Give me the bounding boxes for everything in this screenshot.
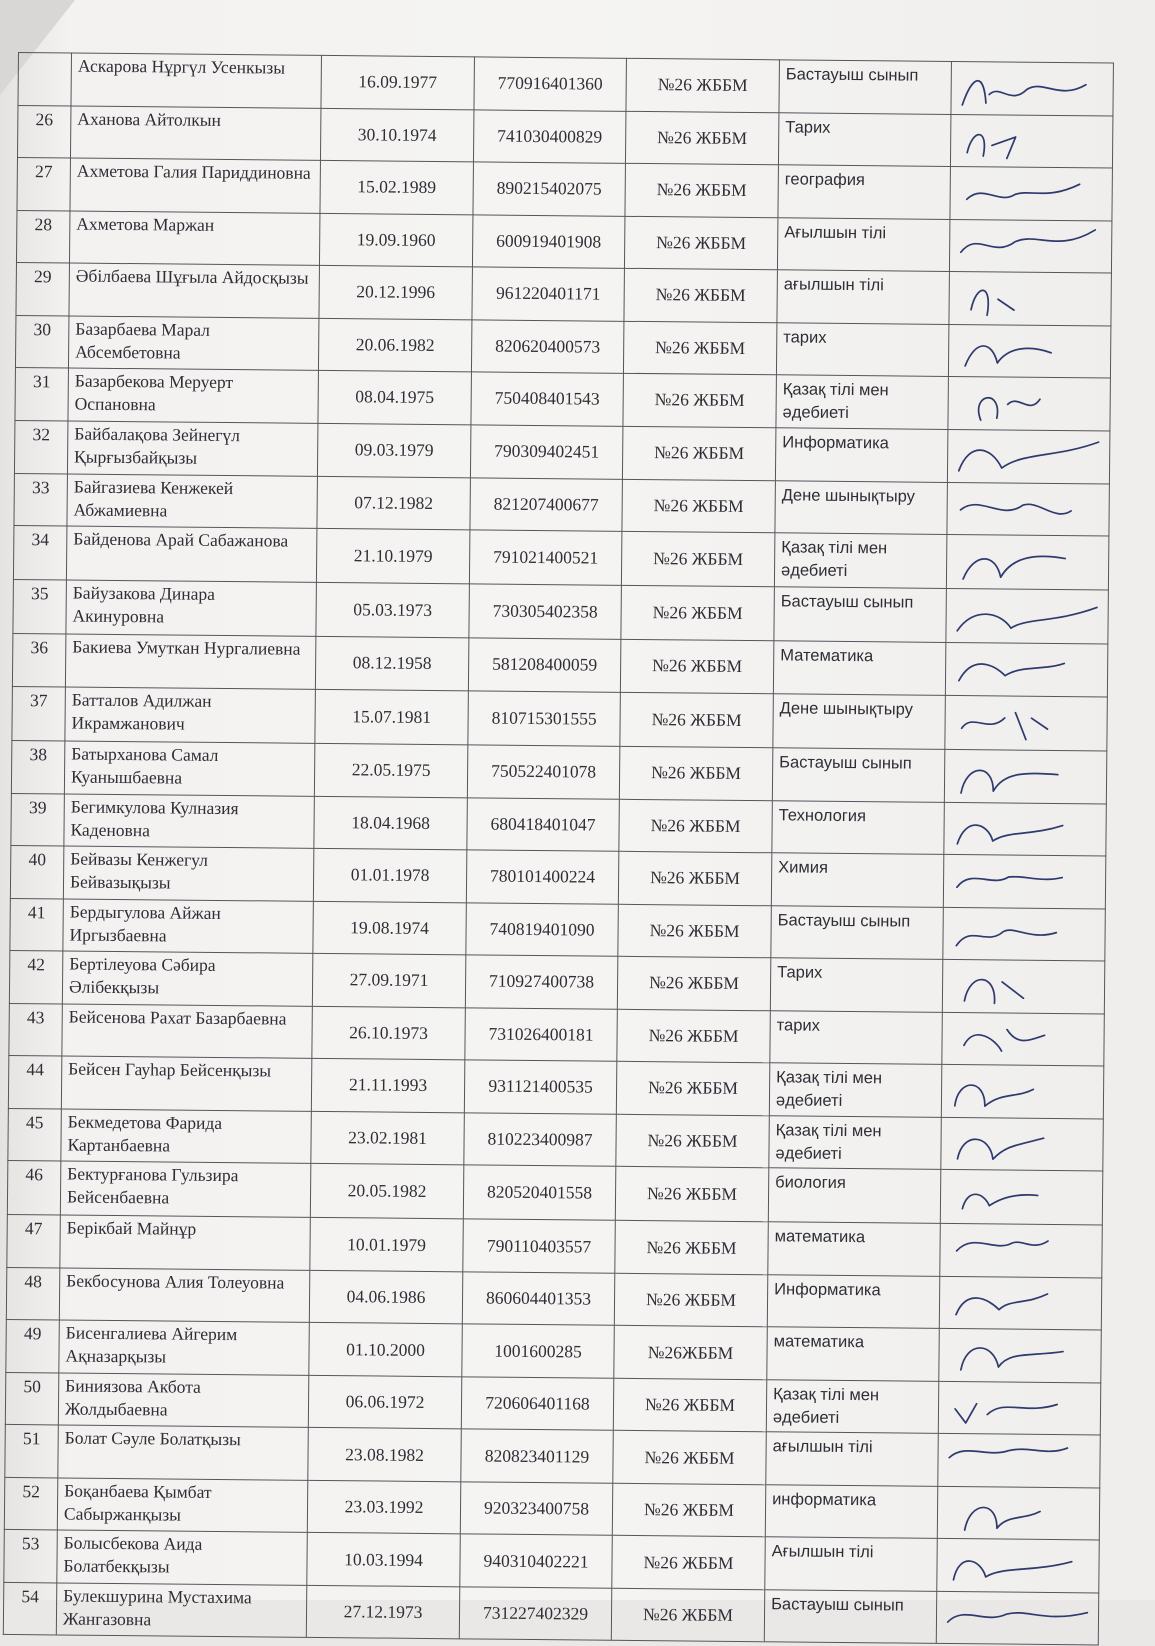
subject-name: Қазақ тілі мен әдебиеті bbox=[776, 375, 948, 429]
birth-date: 01.10.2000 bbox=[309, 1323, 462, 1377]
row-number: 39 bbox=[11, 793, 65, 846]
handwritten-signature bbox=[947, 483, 1108, 536]
birth-date: 21.11.1993 bbox=[311, 1059, 464, 1113]
handwritten-signature bbox=[938, 1434, 1099, 1487]
iin-number: 680418401047 bbox=[467, 797, 619, 851]
handwritten-signature bbox=[943, 908, 1104, 961]
birth-date: 04.06.1986 bbox=[309, 1270, 462, 1324]
signature-cell bbox=[941, 1117, 1103, 1171]
subject-name: Тарих bbox=[770, 958, 942, 1012]
row-number: 47 bbox=[7, 1215, 61, 1268]
school-name: №26 ЖББМ bbox=[625, 111, 778, 165]
signature-cell bbox=[936, 1591, 1098, 1645]
iin-number: 710927400738 bbox=[465, 955, 617, 1009]
signature-cell bbox=[938, 1381, 1100, 1435]
row-number: 48 bbox=[6, 1267, 60, 1320]
signature-cell bbox=[942, 1012, 1104, 1066]
handwritten-signature bbox=[947, 536, 1108, 589]
birth-date: 05.03.1973 bbox=[316, 583, 470, 638]
teacher-name: Бекмедетова Фарида Картанбаевна bbox=[61, 1109, 311, 1164]
iin-number: 740819401090 bbox=[466, 903, 618, 957]
birth-date: 30.10.1974 bbox=[320, 108, 473, 162]
birth-date: 19.09.1960 bbox=[319, 213, 472, 267]
signature-cell bbox=[946, 535, 1109, 591]
handwritten-signature bbox=[948, 430, 1109, 483]
handwritten-signature bbox=[941, 1118, 1102, 1171]
row-number: 33 bbox=[14, 473, 68, 526]
handwritten-signature bbox=[946, 590, 1107, 643]
subject-name: Информатика bbox=[775, 427, 948, 482]
teacher-name: Бейсенова Рахат Базарбаевна bbox=[62, 1004, 312, 1059]
row-number: 36 bbox=[12, 634, 66, 687]
subject-name: Ағылшын тілі bbox=[777, 217, 949, 271]
school-name: №26 ЖББМ bbox=[611, 1588, 764, 1642]
row-number: 44 bbox=[8, 1056, 62, 1109]
teacher-name: Аскарова Нұргүл Усенкызы bbox=[71, 53, 321, 108]
birth-date: 23.03.1992 bbox=[307, 1480, 460, 1534]
teacher-name: Берікбай Майнұр bbox=[60, 1215, 310, 1270]
iin-number: 600919401908 bbox=[472, 214, 624, 268]
table-row bbox=[3, 1582, 1098, 1645]
birth-date: 09.03.1979 bbox=[317, 423, 471, 477]
school-name: №26 ЖББМ bbox=[616, 1062, 769, 1116]
birth-date: 21.10.1979 bbox=[316, 529, 470, 584]
birth-date: 06.06.1972 bbox=[308, 1375, 461, 1429]
iin-number: 810223400987 bbox=[464, 1113, 616, 1167]
school-name: №26 ЖББМ bbox=[612, 1536, 765, 1590]
iin-number: 820823401129 bbox=[461, 1429, 613, 1483]
iin-number: 890215402075 bbox=[473, 162, 625, 216]
school-name: №26 ЖББМ bbox=[621, 585, 775, 640]
row-number: 54 bbox=[3, 1582, 57, 1635]
signature-cell bbox=[943, 907, 1105, 961]
subject-name: ағылшын тілі bbox=[777, 270, 949, 324]
staff-table-body bbox=[3, 53, 1113, 1646]
signature-cell bbox=[937, 1486, 1099, 1540]
row-number: 35 bbox=[13, 580, 67, 635]
school-name: №26 ЖББМ bbox=[622, 426, 776, 480]
subject-name: тарих bbox=[776, 322, 948, 376]
subject-name: Қазақ тілі мен әдебиеті bbox=[769, 1063, 941, 1117]
signature-cell bbox=[942, 960, 1104, 1014]
row-number: 46 bbox=[7, 1161, 61, 1216]
teacher-name: Болысбекова Аида Болатбекқызы bbox=[57, 1530, 307, 1585]
subject-name: Бастауыш сынып bbox=[771, 905, 943, 959]
subject-name: география bbox=[778, 165, 950, 219]
school-name: №26 ЖББМ bbox=[615, 1167, 769, 1222]
subject-name: Математика bbox=[773, 641, 945, 695]
handwritten-signature bbox=[942, 1065, 1103, 1118]
row-number: 53 bbox=[4, 1530, 58, 1583]
birth-date: 16.09.1977 bbox=[321, 55, 474, 109]
iin-number: 920323400758 bbox=[460, 1482, 612, 1536]
iin-number: 770916401360 bbox=[474, 57, 626, 111]
handwritten-signature bbox=[937, 1539, 1098, 1592]
teacher-name: Базарбекова Меруерт Оспановна bbox=[68, 368, 318, 423]
handwritten-signature bbox=[950, 167, 1111, 220]
row-number: 27 bbox=[17, 158, 71, 211]
handwritten-signature bbox=[945, 750, 1106, 803]
subject-name: математика bbox=[767, 1327, 939, 1381]
school-name: №26 ЖББМ bbox=[620, 639, 773, 693]
birth-date: 08.04.1975 bbox=[318, 370, 471, 424]
school-name: №26 ЖББМ bbox=[618, 904, 771, 958]
school-name: №26 ЖББМ bbox=[613, 1378, 766, 1432]
teacher-name: Бертілеуова Сәбира Әлібекқызы bbox=[62, 951, 312, 1006]
signature-cell bbox=[940, 1170, 1103, 1226]
row-number: 50 bbox=[5, 1372, 59, 1425]
school-name: №26 ЖББМ bbox=[614, 1273, 767, 1327]
row-number: 38 bbox=[11, 740, 65, 794]
staff-table bbox=[3, 52, 1114, 1646]
birth-date: 20.06.1982 bbox=[318, 318, 471, 372]
signature-cell bbox=[939, 1329, 1101, 1383]
iin-number: 1001600285 bbox=[462, 1324, 614, 1378]
handwritten-signature bbox=[940, 1224, 1101, 1277]
subject-name: тарих bbox=[770, 1010, 942, 1064]
signature-cell bbox=[938, 1434, 1100, 1488]
teacher-name: Бейвазы Кенжегул Бейвазықызы bbox=[63, 846, 313, 901]
birth-date: 15.07.1981 bbox=[315, 689, 469, 744]
subject-name: Тарих bbox=[778, 112, 950, 166]
iin-number: 750522401078 bbox=[467, 744, 620, 798]
row-number: 26 bbox=[17, 105, 71, 158]
signature-cell bbox=[945, 643, 1107, 697]
school-name: №26 ЖББМ bbox=[623, 321, 776, 375]
signature-cell bbox=[941, 1065, 1103, 1119]
handwritten-signature bbox=[938, 1487, 1099, 1540]
birth-date: 23.08.1982 bbox=[308, 1428, 461, 1482]
subject-name: Бастауыш сынып bbox=[774, 587, 947, 643]
signature-cell bbox=[940, 1224, 1102, 1278]
handwritten-signature bbox=[950, 220, 1111, 273]
school-name: №26 ЖББМ bbox=[613, 1431, 766, 1485]
handwritten-signature bbox=[949, 272, 1110, 325]
signature-cell bbox=[948, 324, 1110, 378]
row-number: 32 bbox=[14, 420, 68, 474]
row-number: 51 bbox=[5, 1425, 59, 1478]
handwritten-signature bbox=[944, 855, 1105, 908]
school-name: №26 ЖББМ bbox=[623, 373, 776, 427]
teacher-name: Бегимкулова Кулназия Каденовна bbox=[64, 794, 314, 849]
teacher-name: Бектурғанова Гульзира Бейсенбаевна bbox=[60, 1161, 311, 1217]
row-number: 37 bbox=[12, 686, 66, 741]
teacher-name: Ахметова Галия Париддиновна bbox=[70, 158, 320, 213]
signature-cell bbox=[944, 802, 1106, 856]
school-name: №26 ЖББМ bbox=[616, 1114, 769, 1168]
handwritten-signature bbox=[946, 643, 1107, 696]
signature-cell bbox=[945, 695, 1108, 751]
teacher-name: Аханова Айтолкын bbox=[70, 106, 320, 161]
teacher-name: Батырханова Самал Куанышбаевна bbox=[64, 741, 314, 796]
teacher-name: Базарбаева Марал Абсембетовна bbox=[68, 316, 318, 371]
handwritten-signature bbox=[949, 325, 1110, 378]
handwritten-signature bbox=[945, 696, 1106, 749]
subject-name: ағылшын тілі bbox=[766, 1432, 938, 1486]
teacher-name: Байбалақова Зейнегүл Қырғызбайқызы bbox=[67, 421, 317, 476]
iin-number: 790110403557 bbox=[463, 1219, 615, 1273]
signature-cell bbox=[951, 61, 1113, 115]
birth-date: 27.09.1971 bbox=[312, 954, 465, 1008]
teacher-name: Батталов Адилжан Икрамжанович bbox=[65, 687, 316, 743]
birth-date: 23.02.1981 bbox=[311, 1111, 464, 1165]
row-number: 52 bbox=[4, 1477, 58, 1530]
teacher-name: Бердыгулова Айжан Иргызбаевна bbox=[63, 899, 313, 954]
handwritten-signature bbox=[939, 1329, 1100, 1382]
birth-date: 08.12.1958 bbox=[315, 637, 468, 691]
iin-number: 730305402358 bbox=[469, 584, 622, 639]
iin-number: 750408401543 bbox=[471, 372, 623, 426]
iin-number: 860604401353 bbox=[462, 1272, 614, 1326]
row-number: 31 bbox=[15, 368, 69, 421]
subject-name: Қазақ тілі мен әдебиеті bbox=[766, 1380, 938, 1434]
birth-date: 07.12.1982 bbox=[317, 476, 470, 530]
subject-name: Химия bbox=[771, 853, 943, 907]
handwritten-signature bbox=[940, 1277, 1101, 1330]
subject-name: биология bbox=[768, 1168, 941, 1224]
school-name: №26 ЖББМ bbox=[624, 268, 777, 322]
row-number: 28 bbox=[16, 210, 70, 263]
teacher-name: Ахметова Маржан bbox=[69, 211, 319, 266]
row-number: 45 bbox=[8, 1108, 62, 1161]
birth-date: 20.05.1982 bbox=[310, 1164, 464, 1219]
teacher-name: Биниязова Акбота Жолдыбаевна bbox=[58, 1373, 308, 1428]
handwritten-signature bbox=[941, 1171, 1102, 1224]
signature-cell bbox=[949, 219, 1111, 273]
school-name: №26 ЖББМ bbox=[615, 1221, 768, 1275]
iin-number: 940310402221 bbox=[460, 1534, 612, 1588]
school-name: №26 ЖББМ bbox=[620, 692, 774, 747]
subject-name: Бастауыш сынып bbox=[764, 1590, 936, 1644]
iin-number: 820520401558 bbox=[463, 1165, 616, 1220]
signature-cell bbox=[943, 855, 1105, 909]
row-number bbox=[18, 53, 72, 106]
teacher-name: Әбілбаева Шұғыла Айдосқызы bbox=[69, 263, 319, 318]
handwritten-signature bbox=[944, 803, 1105, 856]
row-number: 41 bbox=[10, 898, 64, 951]
school-name: №26 ЖББМ bbox=[617, 1009, 770, 1063]
subject-name: Дене шынықтыру bbox=[773, 693, 946, 749]
school-name: №26 ЖББМ bbox=[619, 799, 772, 853]
signature-cell bbox=[948, 377, 1110, 431]
row-number: 29 bbox=[16, 263, 70, 316]
teacher-name: Бакиева Умуткан Нургалиевна bbox=[65, 634, 315, 689]
iin-number: 731026400181 bbox=[465, 1008, 617, 1062]
row-number: 40 bbox=[10, 846, 64, 899]
handwritten-signature bbox=[951, 62, 1112, 115]
subject-name: математика bbox=[768, 1222, 940, 1276]
signature-cell bbox=[939, 1276, 1101, 1330]
subject-name: Технология bbox=[772, 800, 944, 854]
subject-name: Бастауыш сынып bbox=[772, 747, 945, 802]
subject-name: Информатика bbox=[767, 1275, 939, 1329]
birth-date: 20.12.1996 bbox=[319, 265, 472, 319]
birth-date: 10.03.1994 bbox=[307, 1533, 460, 1587]
handwritten-signature bbox=[943, 960, 1104, 1013]
signature-cell bbox=[946, 589, 1109, 645]
iin-number: 961220401171 bbox=[472, 267, 624, 321]
row-number: 42 bbox=[9, 951, 63, 1004]
subject-name: Дене шынықтыру bbox=[775, 480, 947, 534]
signature-cell bbox=[947, 482, 1109, 536]
row-number: 49 bbox=[6, 1320, 60, 1373]
teacher-name: Байгазиева Кенжекей Абжамиевна bbox=[67, 474, 317, 529]
handwritten-signature bbox=[951, 114, 1112, 167]
school-name: №26 ЖББМ bbox=[617, 956, 770, 1010]
school-name: №26 ЖББМ bbox=[612, 1483, 765, 1537]
signature-cell bbox=[950, 166, 1112, 220]
handwritten-signature bbox=[939, 1382, 1100, 1435]
row-number: 43 bbox=[9, 1003, 63, 1056]
iin-number: 820620400573 bbox=[471, 319, 623, 373]
school-name: №26 ЖББМ bbox=[622, 479, 775, 533]
birth-date: 18.04.1968 bbox=[314, 796, 467, 850]
subject-name: информатика bbox=[765, 1485, 937, 1539]
signature-cell bbox=[937, 1539, 1099, 1593]
iin-number: 581208400059 bbox=[468, 638, 620, 692]
teacher-name: Боқанбаева Қымбат Сабыржанқызы bbox=[57, 1478, 307, 1533]
teacher-name: Байузакова Динара Акинуровна bbox=[66, 580, 317, 636]
iin-number: 821207400677 bbox=[470, 477, 622, 531]
school-name: №26 ЖББМ bbox=[619, 746, 773, 800]
birth-date: 15.02.1989 bbox=[320, 160, 473, 214]
birth-date: 22.05.1975 bbox=[314, 743, 468, 797]
iin-number: 720606401168 bbox=[461, 1377, 613, 1431]
handwritten-signature bbox=[948, 377, 1109, 430]
subject-name: Ағылшын тілі bbox=[765, 1537, 937, 1591]
signature-cell bbox=[949, 272, 1111, 326]
birth-date: 01.01.1978 bbox=[313, 849, 466, 903]
school-name: №26 ЖББМ bbox=[624, 216, 777, 270]
signature-cell bbox=[947, 429, 1110, 484]
iin-number: 780101400224 bbox=[466, 850, 618, 904]
iin-number: 810715301555 bbox=[468, 690, 621, 745]
birth-date: 27.12.1973 bbox=[306, 1585, 459, 1639]
teacher-name: Бисенгалиева Айгерим Ақназарқызы bbox=[59, 1320, 309, 1375]
signature-cell bbox=[944, 749, 1107, 804]
school-name: №26 ЖББМ bbox=[625, 163, 778, 217]
school-name: №26ЖББМ bbox=[614, 1326, 767, 1380]
handwritten-signature bbox=[942, 1013, 1103, 1066]
school-name: №26 ЖББМ bbox=[626, 58, 779, 112]
birth-date: 10.01.1979 bbox=[310, 1218, 463, 1272]
school-name: №26 ЖББМ bbox=[621, 531, 775, 586]
subject-name: Бастауыш сынып bbox=[779, 60, 951, 114]
birth-date: 26.10.1973 bbox=[312, 1006, 465, 1060]
iin-number: 791021400521 bbox=[469, 530, 622, 585]
signature-cell bbox=[950, 114, 1112, 168]
row-number: 30 bbox=[15, 315, 69, 368]
birth-date: 19.08.1974 bbox=[313, 901, 466, 955]
subject-name: Қазақ тілі мен әдебиеті bbox=[769, 1115, 941, 1169]
teacher-name: Бекбосунова Алия Толеуовна bbox=[59, 1268, 309, 1323]
iin-number: 790309402451 bbox=[470, 424, 623, 478]
row-number: 34 bbox=[13, 526, 67, 581]
iin-number: 731227402329 bbox=[459, 1587, 611, 1641]
teacher-name: Бейсен Гауһар Бейсенқызы bbox=[61, 1056, 311, 1111]
teacher-name: Байденова Арай Сабажанова bbox=[66, 526, 317, 582]
teacher-name: Болат Сәуле Болатқызы bbox=[58, 1425, 308, 1480]
school-name: №26 ЖББМ bbox=[618, 851, 771, 905]
teacher-name: Булекшурина Мустахима Жангазовна bbox=[56, 1583, 306, 1638]
iin-number: 741030400829 bbox=[473, 109, 625, 163]
iin-number: 931121400535 bbox=[464, 1060, 616, 1114]
subject-name: Қазақ тілі мен әдебиеті bbox=[774, 533, 947, 589]
